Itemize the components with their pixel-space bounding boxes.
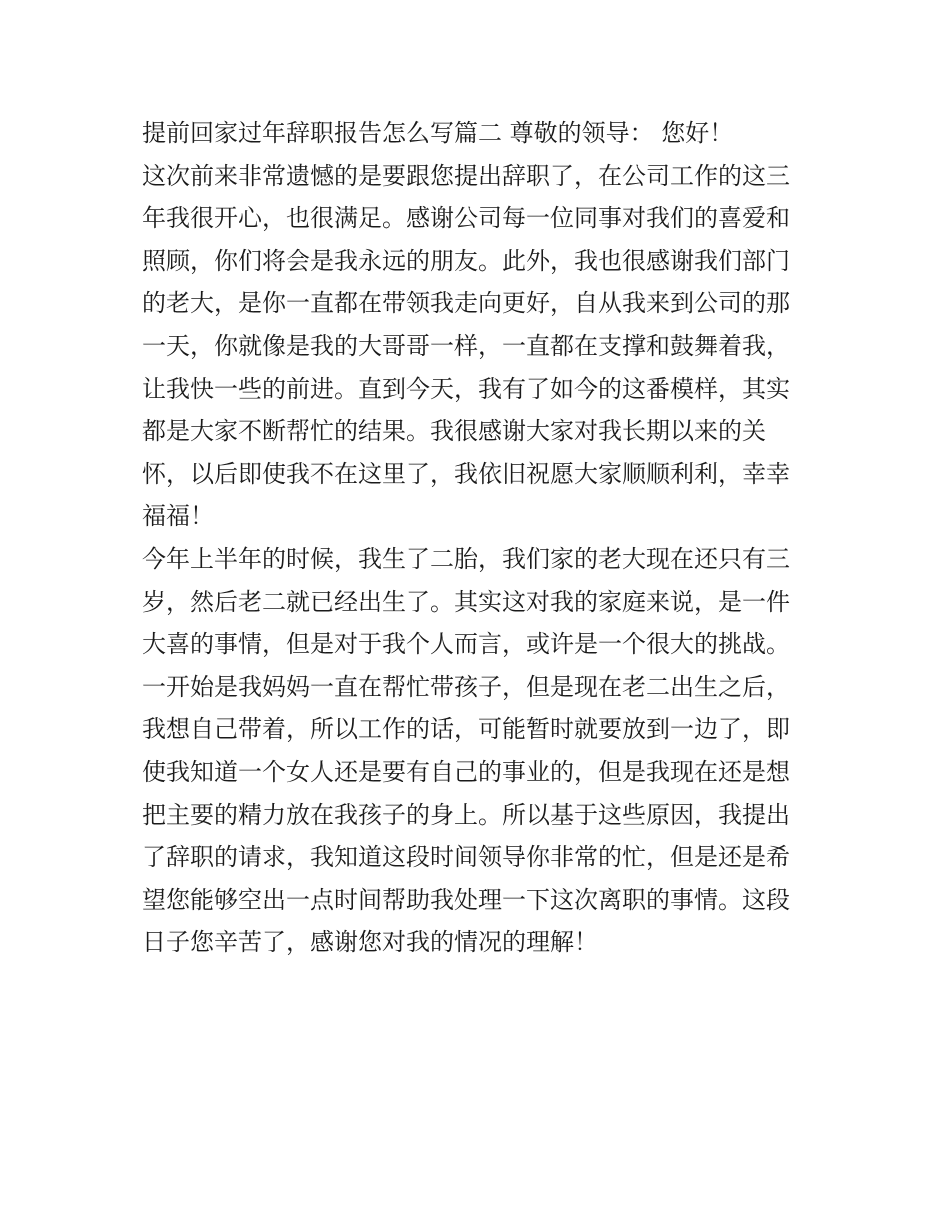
text-line: 这次前来非常遗憾的是要跟您提出辞职了，在公司工作的这三 [142, 161, 790, 190]
text-line-title: 提前回家过年辞职报告怎么写篇二 尊敬的领导： 您好！ [142, 119, 734, 147]
text-line: 福福！ [142, 502, 214, 531]
text-line: 把主要的精力放在我孩子的身上。所以基于这些原因，我提出 [142, 800, 790, 829]
text-line: 日子您辛苦了，感谢您对我的情况的理解！ [142, 928, 598, 957]
text-line: 一天，你就像是我的大哥哥一样，一直都在支撑和鼓舞着我， [142, 331, 790, 360]
text-line: 一开始是我妈妈一直在帮忙带孩子，但是现在老二出生之后， [142, 672, 790, 701]
text-line: 让我快一些的前进。直到今天，我有了如今的这番模样，其实 [142, 374, 790, 403]
text-line: 岁，然后老二就已经出生了。其实这对我的家庭来说，是一件 [142, 587, 790, 616]
text-line: 今年上半年的时候，我生了二胎，我们家的老大现在还只有三 [142, 544, 790, 573]
text-line: 都是大家不断帮忙的结果。我很感谢大家对我长期以来的关 [142, 417, 766, 446]
text-line: 怀，以后即使我不在这里了，我依旧祝愿大家顺顺利利，幸幸 [142, 459, 790, 488]
text-line: 了辞职的请求，我知道这段时间领导你非常的忙，但是还是希 [142, 843, 790, 872]
text-line: 的老大，是你一直都在带领我走向更好，自从我来到公司的那 [142, 289, 790, 318]
text-line: 照顾，你们将会是我永远的朋友。此外，我也很感谢我们部门 [142, 246, 790, 275]
text-line: 望您能够空出一点时间帮助我处理一下这次离职的事情。这段 [142, 885, 790, 914]
text-line: 年我很开心，也很满足。感谢公司每一位同事对我们的喜爱和 [142, 204, 790, 233]
document-body [142, 112, 822, 964]
text-line: 我想自己带着，所以工作的话，可能暂时就要放到一边了，即 [142, 715, 790, 744]
text-line: 使我知道一个女人还是要有自己的事业的，但是我现在还是想 [142, 757, 790, 786]
text-line: 大喜的事情，但是对于我个人而言，或许是一个很大的挑战。 [142, 630, 790, 659]
